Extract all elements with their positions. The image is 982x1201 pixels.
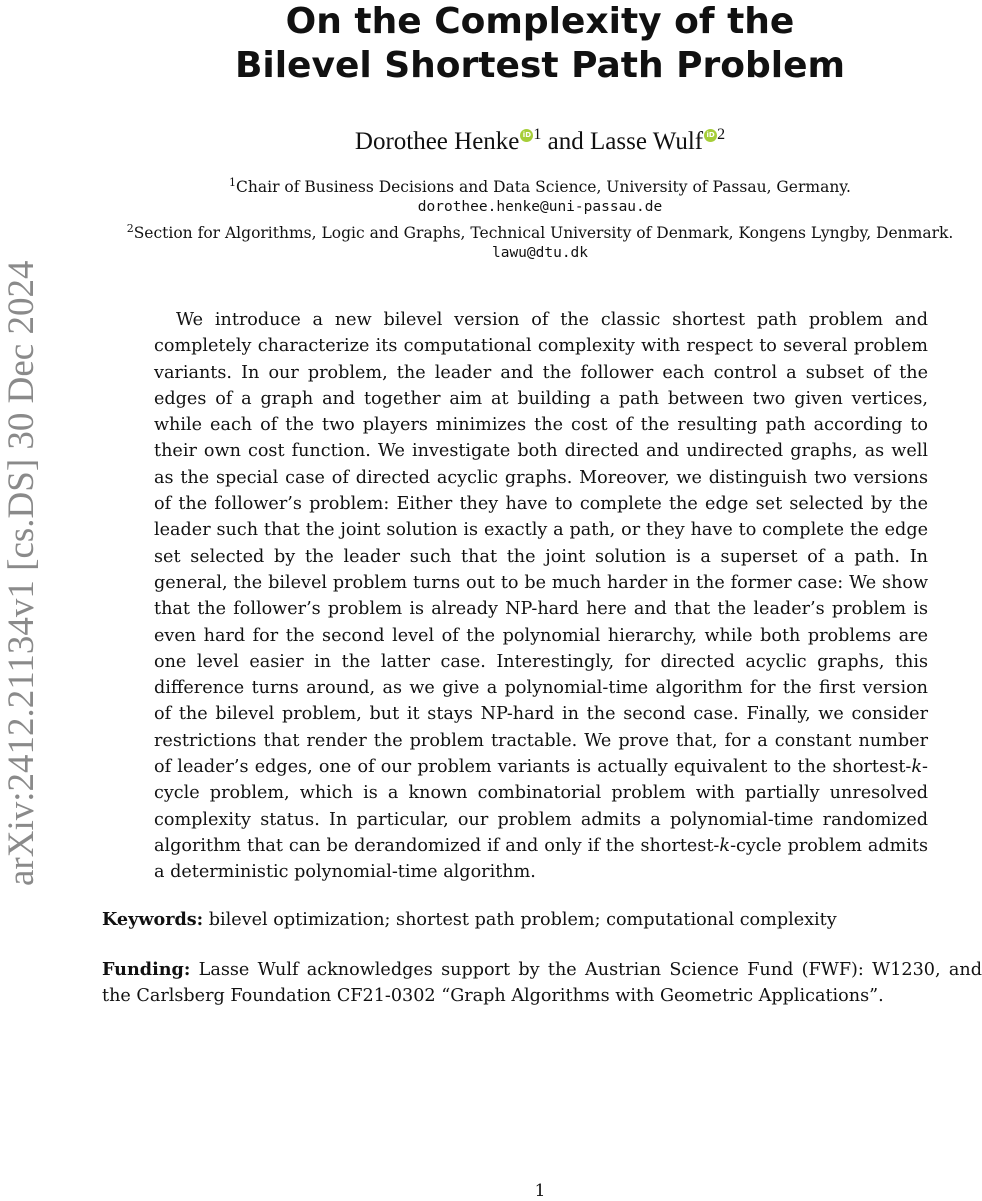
keywords [102, 907, 982, 933]
abstract-text: -cycle problem admits a deterministic polynomial-time algorithm. [154, 835, 928, 883]
abstract-text: -cycle problem, which is a known combinatorial problem with partially unresolved complexity status. In particular, our problem admits a polynomial-time randomized algorithm that can be derandomized if and only if the shortest- [154, 757, 928, 856]
affiliation-ref: 1 [533, 126, 542, 143]
affiliation-ref: 2 [126, 222, 134, 235]
email-link[interactable]: dorothee.henke@uni-passau.de [417, 199, 663, 215]
affiliation-text: Section for Algorithms, Logic and Graphs, Technical University of Denmark, Kongens Lyngby, Denmark. [133, 224, 954, 242]
email-link[interactable]: lawu@dtu.dk [491, 245, 589, 261]
paper-title-line-2: Bilevel Shortest Path Problem [234, 45, 846, 86]
author-list [100, 118, 980, 159]
author-name: Lasse Wulf [590, 128, 704, 155]
funding [102, 957, 982, 1009]
affiliation-text: Chair of Business Decisions and Data Science, University of Passau, Germany. [236, 178, 851, 196]
abstract-text: We introduce a new bilevel version of the classic shortest path problem and completely characterize its computational complexity with respect to several problem variants. In our problem, the leader and the follower each control a subset of the edges of a graph and together aim at building a path between two given vertices, while each of the two players minimizes the cost of the resulting path according to their own cost function. We investigate both directed and undirected graphs, as well as the special case of directed acyclic graphs. Moreover, we distinguish two versions of the follower’s problem: Either they have to complete the edge set selected by the leader such that the joint solution is exactly a path, or they have to complete the edge set selected by the leader such that the joint solution is a superset of a path. In general, the bilevel problem turns out to be much harder in the former case: We show that the follower’s problem is already NP-hard here and that the leader’s problem is even hard for the second level of the polynomial hierarchy, while both problems are one level easier in the latter case. Interestingly, for directed acyclic graphs, this difference turns around, as we give a polynomial-time algorithm for the first version of the bilevel problem, but it stays NP-hard in the second case. Finally, we consider restrictions that render the problem tractable. We prove that, for a constant number of leader’s edges, one of our problem variants is actually equivalent to the shortest- [154, 310, 928, 778]
funding-text: Lasse Wulf acknowledges support by the Austrian Science Fund (FWF): W1230, and the Carlsberg Foundation CF21-0302 “Graph Algorithms with Geometric Applications”. [102, 960, 982, 1006]
paper-title-line-1: On the Complexity of the [285, 1, 795, 42]
paper-title [100, 0, 980, 88]
keywords-text: bilevel optimization; shortest path problem; computational complexity [208, 910, 837, 930]
affiliation-ref: 1 [229, 176, 237, 189]
arxiv-identifier: arXiv:2412.21134v1 [cs.DS] 30 Dec 2024 [1, 260, 42, 886]
math-variable-k: k [911, 757, 923, 778]
orcid-icon[interactable]: iD [520, 129, 533, 142]
abstract [154, 307, 928, 886]
orcid-icon[interactable]: iD [704, 129, 717, 142]
math-variable-k: k [719, 835, 731, 856]
author-name: Dorothee Henke [354, 128, 520, 155]
affiliation-email [100, 195, 980, 219]
funding-label: Funding: [102, 959, 191, 980]
authors-connector: and [547, 128, 584, 155]
page-number: 1 [534, 1181, 546, 1201]
keywords-label: Keywords: [102, 909, 204, 930]
affiliation-ref: 2 [717, 126, 726, 143]
affiliation-email [100, 241, 980, 265]
